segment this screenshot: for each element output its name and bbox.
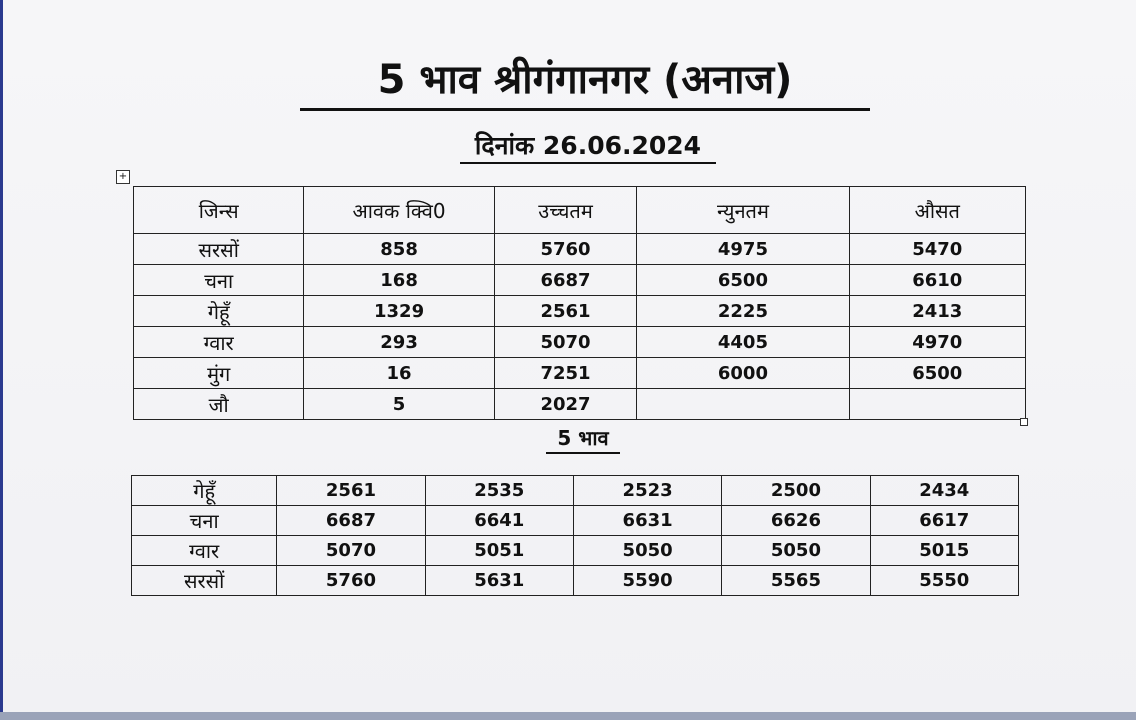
rate-cell: 6641 (425, 506, 573, 536)
header-average: औसत (849, 187, 1025, 234)
five-rates-table (131, 475, 1019, 596)
rate-cell: 5565 (722, 566, 870, 596)
highest-cell: 5760 (494, 234, 637, 265)
average-cell (849, 389, 1025, 420)
page-bottom-border (0, 712, 1136, 720)
rate-cell: 5050 (573, 536, 721, 566)
table-row (132, 506, 1019, 536)
lowest-cell: 4975 (637, 234, 849, 265)
rate-cell: 6687 (277, 506, 425, 536)
rate-cell: 6631 (573, 506, 721, 536)
rate-cell: 2523 (573, 476, 721, 506)
table-row (132, 536, 1019, 566)
table-row (134, 296, 1026, 327)
table-row (134, 234, 1026, 265)
highest-cell: 7251 (494, 358, 637, 389)
rate-cell: 2434 (870, 476, 1018, 506)
rate-cell: 5015 (870, 536, 1018, 566)
average-cell: 6500 (849, 358, 1025, 389)
commodity-cell: चना (134, 265, 304, 296)
arrival-cell: 293 (304, 327, 494, 358)
page-title: 5 भाव श्रीगंगानगर (अनाज) (300, 54, 870, 111)
arrival-cell: 16 (304, 358, 494, 389)
average-cell: 2413 (849, 296, 1025, 327)
rate-cell: 5550 (870, 566, 1018, 596)
arrival-cell: 5 (304, 389, 494, 420)
table-row (134, 327, 1026, 358)
highest-cell: 2561 (494, 296, 637, 327)
commodity-cell: गेहूँ (132, 476, 277, 506)
arrival-cell: 858 (304, 234, 494, 265)
header-lowest: न्युनतम (637, 187, 849, 234)
header-commodity: जिन्स (134, 187, 304, 234)
rate-cell: 5590 (573, 566, 721, 596)
commodity-cell: गेहूँ (134, 296, 304, 327)
move-icon[interactable]: + (116, 170, 130, 184)
lowest-cell (637, 389, 849, 420)
arrival-cell: 1329 (304, 296, 494, 327)
table-row (134, 358, 1026, 389)
table-row (132, 566, 1019, 596)
report-date: दिनांक 26.06.2024 (460, 130, 716, 164)
rate-cell: 5070 (277, 536, 425, 566)
average-cell[interactable]: 4970 (849, 327, 1025, 358)
rate-cell: 5050 (722, 536, 870, 566)
commodity-cell: मुंग (134, 358, 304, 389)
rate-cell: 6626 (722, 506, 870, 536)
commodity-cell: चना (132, 506, 277, 536)
lowest-cell: 6000 (637, 358, 849, 389)
rate-cell: 2535 (425, 476, 573, 506)
highest-cell: 5070 (494, 327, 637, 358)
table-row (134, 389, 1026, 420)
lowest-cell: 4405 (637, 327, 849, 358)
rate-cell: 5631 (425, 566, 573, 596)
lowest-cell: 2225 (637, 296, 849, 327)
commodity-cell: जौ (134, 389, 304, 420)
average-cell: 6610 (849, 265, 1025, 296)
commodity-cell: सरसों (134, 234, 304, 265)
rate-cell: 5051 (425, 536, 573, 566)
rate-cell: 5760 (277, 566, 425, 596)
highest-cell: 6687 (494, 265, 637, 296)
table-row (132, 476, 1019, 506)
header-arrival: आवक क्वि0 (304, 187, 494, 234)
arrival-cell: 168 (304, 265, 494, 296)
page-left-border (0, 0, 3, 720)
rate-cell: 2561 (277, 476, 425, 506)
commodity-cell: ग्वार (134, 327, 304, 358)
average-cell: 5470 (849, 234, 1025, 265)
highest-cell: 2027 (494, 389, 637, 420)
table-resize-handle[interactable] (1020, 418, 1028, 426)
commodity-cell: ग्वार (132, 536, 277, 566)
commodity-cell: सरसों (132, 566, 277, 596)
header-highest: उच्चतम (494, 187, 637, 234)
table-row (134, 265, 1026, 296)
rates-table (133, 186, 1026, 420)
lowest-cell: 6500 (637, 265, 849, 296)
section-heading: 5 भाव (546, 424, 620, 454)
table-header-row (134, 187, 1026, 234)
rate-cell: 2500 (722, 476, 870, 506)
rate-cell: 6617 (870, 506, 1018, 536)
